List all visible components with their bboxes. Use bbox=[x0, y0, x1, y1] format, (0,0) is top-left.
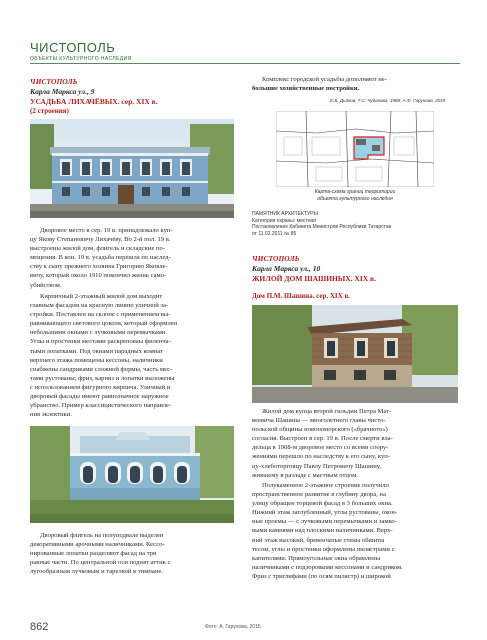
text-line: большие хозяйственные постройки. bbox=[252, 85, 360, 93]
text-line: тами рустованы; фриз, карниз и лопатки выложены bbox=[30, 374, 175, 382]
text-line: тесом, углы и простенки оформлены пилястрами с bbox=[252, 545, 395, 553]
text-line: убийством. bbox=[30, 281, 62, 289]
text-line: согласия. Выстроен в сер. 19 в. После смерти вла- bbox=[252, 435, 393, 443]
status-category-label: ПАМЯТНИК АРХИТЕКТУРЫ bbox=[252, 211, 318, 217]
left-address: Карла Маркса ул., 9 bbox=[30, 87, 95, 96]
text-line: декоративными арочными наличниками. Кессо- bbox=[30, 541, 165, 549]
text-line: улицу обращен торцевой фасад в 3 больших окна. bbox=[252, 500, 393, 508]
page-section-subtitle: ОБЪЕКТЫ КУЛЬТУРНОГО НАСЛЕДИЯ bbox=[30, 56, 132, 62]
text-line: цу-хлеботорговцу Павлу Петровичу Шашину, bbox=[252, 462, 382, 470]
text-line: Полукаменное 2-этажное строение получило bbox=[262, 482, 389, 489]
territory-map bbox=[276, 111, 434, 187]
text-line: ния эклектики. bbox=[30, 411, 72, 419]
text-line: цу Якову Степановичу Лихачёву. Во 2-й пол. 19 в. bbox=[30, 236, 171, 244]
photo-fligel bbox=[30, 426, 234, 523]
text-line: мещения. В кон. 19 в. усадьба перешла по наслед- bbox=[30, 254, 171, 262]
text-line: вичу, который около 1910 покончил жизнь само- bbox=[30, 272, 167, 280]
text-line: Жилой дом купца второй гильдии Петра Мат- bbox=[262, 408, 392, 415]
text-line: польской общины новопоморского («брачного») bbox=[252, 426, 388, 434]
text-line: небольшими окнами с лучковыми перемычками. bbox=[30, 329, 168, 337]
text-line: равные части. По центральной оси поднят аттик с bbox=[30, 559, 171, 567]
text-line: жившему в разладе с мастным отцом. bbox=[252, 471, 358, 479]
text-line: выстроены жилой дом, флигель и складские по- bbox=[30, 245, 166, 253]
right-object-subtitle: Дом П.М. Шашина. сер. XIX в. bbox=[252, 292, 350, 300]
authors-credit: Е.Б. Дьяков, Т.С. Чудакова, 1988; А.Ф. Гарунова, 2015 bbox=[330, 98, 446, 103]
header-divider bbox=[30, 63, 460, 64]
text-line: капителями. Прямоугольные окна обрамлены bbox=[252, 554, 381, 562]
text-line: главным фасадом на красную линию уличной за- bbox=[30, 302, 169, 310]
text-line: Фриз с триглифами (по осям пилястр) и широкой bbox=[252, 572, 391, 580]
text-line: ний этаж высокий, бревенчатые стены обшиты bbox=[252, 536, 385, 544]
right-intro-paragraph bbox=[252, 75, 458, 93]
text-line: убранство. Пример классицистического направле- bbox=[30, 402, 172, 410]
text-line: дельца в 1908-м дворовое место со всеми соору- bbox=[252, 444, 389, 452]
status-decree-line: Постановление Кабинета Министров Республики Татарстан bbox=[252, 224, 392, 231]
text-line: с использованием фигурного кирпича. Уличный и bbox=[30, 383, 171, 391]
text-line: снабжены сандриками сложной формы, часть мес- bbox=[30, 365, 173, 373]
right-history-paragraph bbox=[252, 407, 458, 480]
photo-credit: Фото: А. Гарунова, 2015 bbox=[205, 624, 261, 630]
right-description-paragraph bbox=[252, 481, 458, 581]
text-line: выми камнями над плоскими наличниками. Верх- bbox=[252, 527, 393, 535]
text-line: нированные лопатки разделяют фасад на три bbox=[30, 550, 157, 558]
text-line: Нижний этаж заглубленный, углы рустованы, окон- bbox=[252, 509, 398, 517]
monument-status-block bbox=[252, 211, 462, 237]
text-line: пространственное развитие в глубину двора, на bbox=[252, 491, 386, 499]
left-city-heading: ЧИСТОПОЛЬ bbox=[30, 77, 78, 86]
page-section-title: ЧИСТОПОЛЬ bbox=[30, 40, 116, 55]
text-line: Дворовый флигель на полуподвале выделен bbox=[40, 532, 164, 539]
left-object-title: УСАДЬБА ЛИХАЧЁВЫХ. сер. XIX в. bbox=[30, 97, 158, 106]
left-description-paragraph bbox=[30, 292, 234, 419]
text-line: равнивающего светового цоколя, который оформлен bbox=[30, 320, 178, 328]
text-line: наличниками с подзоровыми кессонами и сандриком. bbox=[252, 563, 403, 571]
text-line: дворовый фасады имеют равнозначное наружное bbox=[30, 393, 169, 401]
text-line: веевича Шашина — многолетнего главы чисто- bbox=[252, 417, 386, 425]
right-address: Карла Маркса ул., 10 bbox=[252, 264, 321, 273]
photo-likhachev-house bbox=[30, 119, 234, 218]
text-line: ству к сыну прежнего хозяина Григорию Яковле- bbox=[30, 263, 168, 271]
right-city-heading: ЧИСТОПОЛЬ bbox=[252, 254, 300, 263]
status-date-line: от 11.02.2011 № 85 bbox=[252, 230, 297, 237]
text-line: жениями перешло по наследству к его сыну, куп- bbox=[252, 453, 391, 461]
text-line: Комплекс городской усадьбы дополняют не- bbox=[262, 76, 387, 83]
text-line: Углы и простенки местами раскреповаы филенча- bbox=[30, 338, 171, 346]
text-line: Кирпичный 2-этажный жилой дом выходит bbox=[40, 293, 163, 300]
text-line: лугообразным лучковым и тарелкой в тимпане. bbox=[30, 568, 163, 576]
left-object-note: (2 строения) bbox=[30, 107, 69, 115]
text-line: ные проемы — с лучковыми перемычками и замко- bbox=[252, 518, 397, 526]
left-fligel-paragraph bbox=[30, 531, 234, 576]
right-object-title: ЖИЛОЙ ДОМ ШАШИНЫХ. XIX в. bbox=[252, 274, 376, 283]
text-line: Дворовое место в сер. 19 в. принадлежало куп- bbox=[40, 227, 173, 234]
text-line: стройки. Поставлен на склоне с применением вы- bbox=[30, 311, 171, 319]
status-protection-line: Категория охраны: местная bbox=[252, 217, 316, 224]
map-caption-line-2: объекта культурного наследия bbox=[317, 196, 393, 202]
page-number: 862 bbox=[30, 621, 49, 633]
text-line: верхнего этажа помещены кессоны, наличники bbox=[30, 356, 163, 364]
left-history-paragraph bbox=[30, 226, 234, 290]
photo-shashin-house bbox=[252, 305, 458, 403]
map-caption-line-1: Карта-схема границ территории bbox=[314, 189, 396, 195]
text-line: тыми лопатками. Под окнами парадных комнат bbox=[30, 347, 163, 355]
